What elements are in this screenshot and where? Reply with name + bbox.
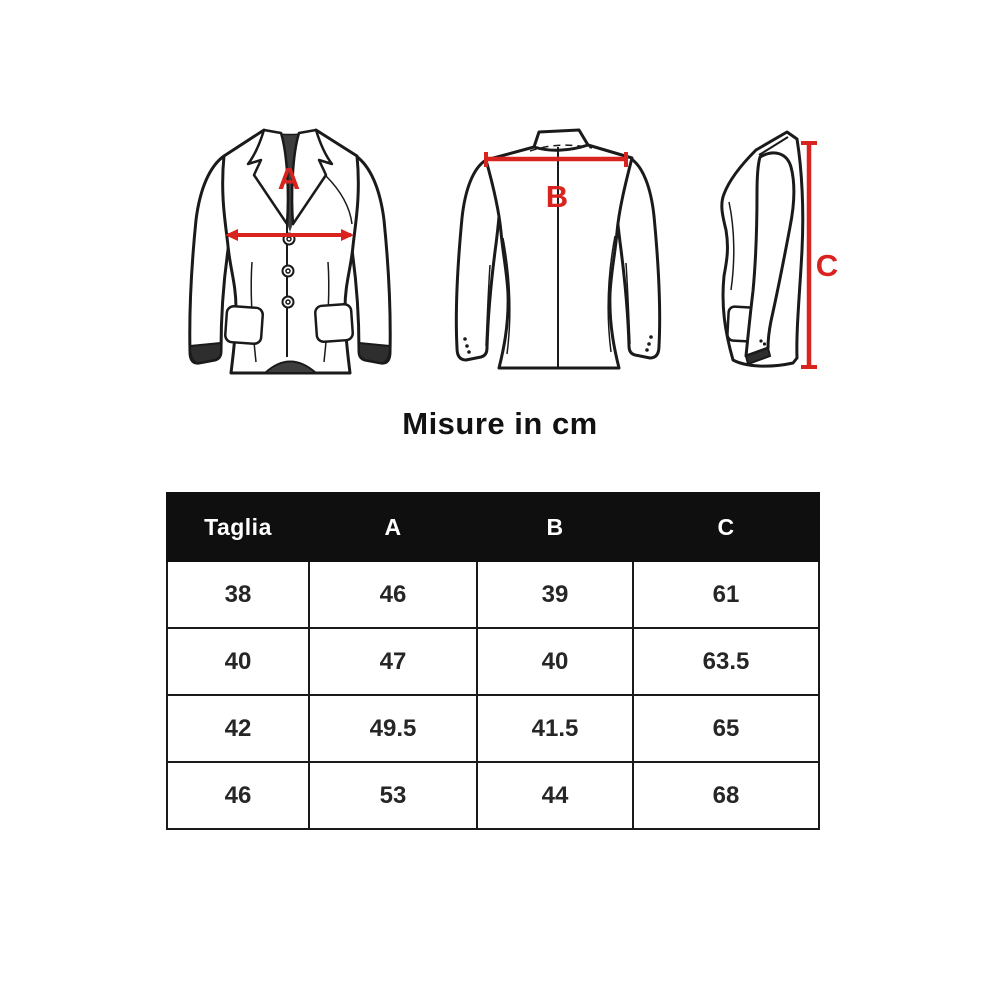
table-cell: 40 (477, 628, 633, 695)
jacket-back-view (440, 110, 680, 400)
table-row (167, 762, 819, 829)
front-right-pocket (315, 304, 353, 342)
front-right-cuff (359, 343, 390, 363)
table-row (167, 695, 819, 762)
measure-label-c: C (815, 248, 839, 283)
jacket-front-view (170, 110, 410, 400)
measure-label-b: B (545, 179, 569, 214)
table-cell: 41.5 (477, 695, 633, 762)
table-cell: 49.5 (309, 695, 477, 762)
table-cell: 53 (309, 762, 477, 829)
table-cell: 47 (309, 628, 477, 695)
table-header-row (167, 493, 819, 561)
front-left-cuff (190, 343, 221, 363)
table-cell: 63.5 (633, 628, 819, 695)
front-left-pocket (225, 306, 263, 344)
size-table (166, 492, 820, 830)
table-cell: 65 (633, 695, 819, 762)
table-cell: 42 (167, 695, 309, 762)
header-cell-c: C (633, 493, 819, 561)
measure-line-c (801, 143, 817, 367)
table-cell: 46 (309, 561, 477, 628)
table-cell: 40 (167, 628, 309, 695)
header-cell-taglia: Taglia (167, 493, 309, 561)
table-cell: 68 (633, 762, 819, 829)
measure-label-a: A (277, 161, 301, 196)
header-cell-a: A (309, 493, 477, 561)
table-cell: 46 (167, 762, 309, 829)
table-cell: 61 (633, 561, 819, 628)
header-cell-b: B (477, 493, 633, 561)
table-cell: 44 (477, 762, 633, 829)
table-cell: 38 (167, 561, 309, 628)
table-row (167, 628, 819, 695)
table-row (167, 561, 819, 628)
jacket-side-view (690, 110, 860, 400)
page-title: Misure in cm (402, 406, 598, 441)
table-cell: 39 (477, 561, 633, 628)
